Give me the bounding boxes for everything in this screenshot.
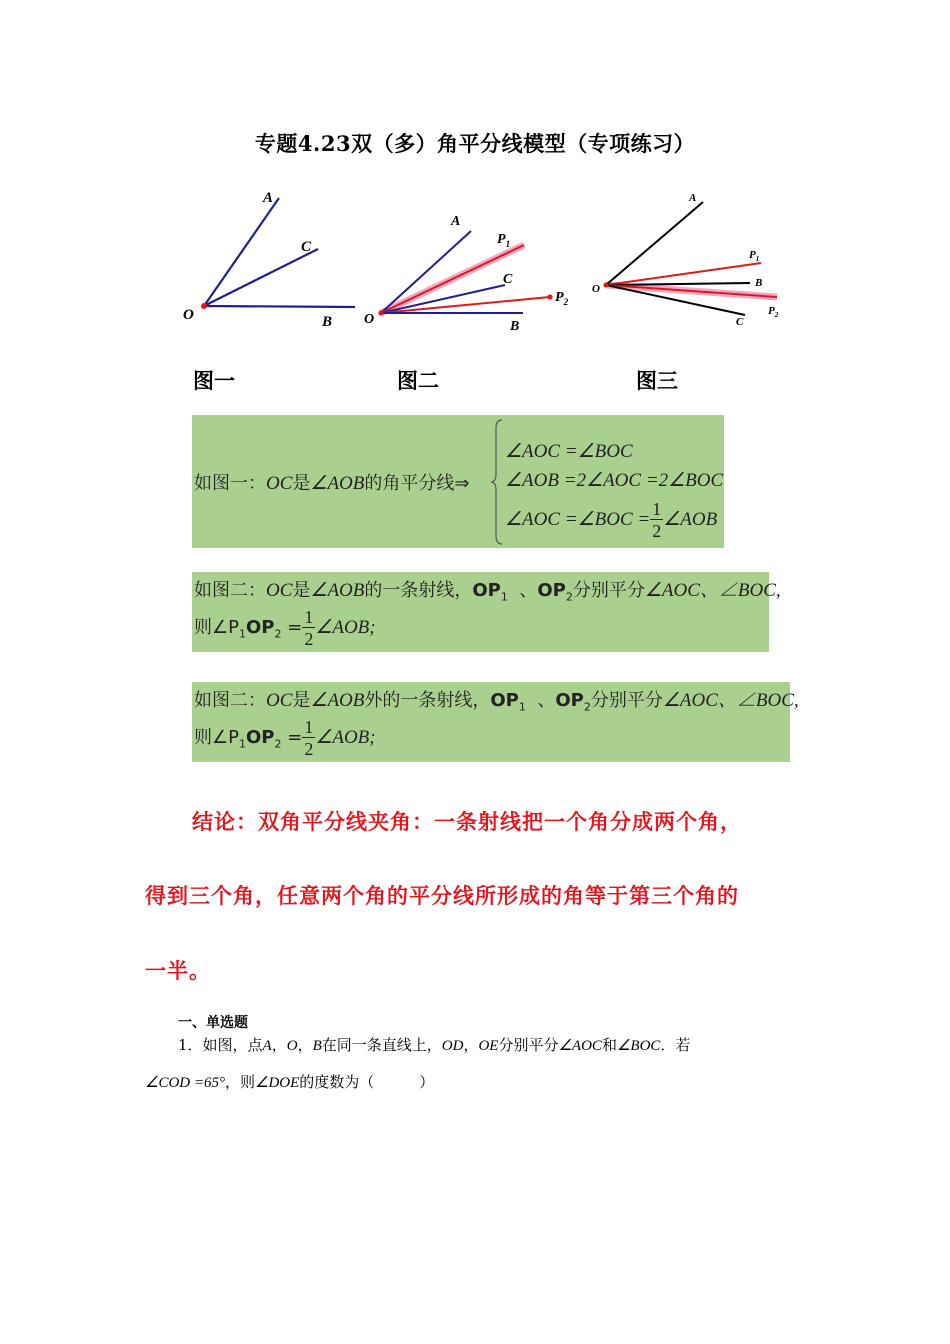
figure-3-caption: 图三 xyxy=(636,368,678,393)
label-p1-sub: 1 xyxy=(505,239,511,249)
box1-statement xyxy=(194,469,469,495)
vertex-o xyxy=(604,283,609,288)
ray-ob xyxy=(204,306,355,307)
ray-oc xyxy=(204,249,318,306)
label-p1: P xyxy=(497,232,506,247)
svg-text:P1 xyxy=(749,249,759,263)
vertex-o xyxy=(378,310,383,315)
box2-line2: 则$\angle P_1OP_2$ = $\frac{1}{2}$ ∠AOB; xyxy=(194,607,376,649)
conclusion-line-3: 一半。 xyxy=(145,959,211,983)
label-p1: P xyxy=(749,249,756,261)
label-p2-sub: 2 xyxy=(774,311,779,319)
label-o: O xyxy=(364,312,375,327)
section-heading: 一、单选题 xyxy=(178,1015,248,1031)
label-a: A xyxy=(689,192,697,204)
svg-text:P2 xyxy=(768,305,779,319)
figure-2 xyxy=(360,205,580,340)
label-b: B xyxy=(510,319,520,334)
page-title: 专题4.23双（多）角平分线模型（专项练习） xyxy=(254,131,696,156)
box3-line2: 则$\angle P_1OP_2$ = $\frac{1}{2}$ ∠AOB; xyxy=(194,717,376,759)
box1-eq3-right: ∠AOB xyxy=(663,509,718,530)
label-p2: P xyxy=(555,290,564,305)
fraction-half: $\frac{1}{2}$ xyxy=(652,499,662,541)
label-o: O xyxy=(592,283,600,295)
point-p2 xyxy=(547,294,552,299)
label-b: B xyxy=(322,314,333,330)
question-1-line-1: 1．如图，点A，O，B在同一条直线上，OD，OE分别平分∠AOC和∠BOC．若 xyxy=(178,1036,691,1054)
label-o: O xyxy=(183,307,194,323)
vertex-o xyxy=(201,303,207,309)
label-p2-sub: 2 xyxy=(563,297,569,307)
box1-eq3-left: ∠AOC =∠BOC = xyxy=(505,509,651,530)
box2-line1: 如图二：OC是∠AOB的一条射线，$OP_1$ 、$OP_2$分别平分∠AOC、∠BOC, xyxy=(194,580,781,604)
box1-lead: 如图一： xyxy=(194,473,266,494)
figure-3 xyxy=(585,185,785,335)
svg-text:P2 xyxy=(555,290,569,307)
label-a: A xyxy=(451,214,461,229)
box1-eq3 xyxy=(505,500,717,540)
box1-oc: OC xyxy=(266,473,293,494)
box1-eq2: ∠AOB =2∠AOC =2∠BOC xyxy=(505,470,724,491)
fraction-half: $\frac{1}{2}$ xyxy=(304,717,314,759)
ray-oa xyxy=(381,231,471,313)
label-c: C xyxy=(301,239,312,255)
ray-oc xyxy=(381,285,505,313)
box1-is: 是 xyxy=(292,473,311,494)
label-c: C xyxy=(503,272,513,287)
ray-oa xyxy=(204,198,279,306)
box3-line1: 如图二：OC是∠AOB外的一条射线，$OP_1$ 、$OP_2$分别平分∠AOC、∠BOC, xyxy=(194,690,799,714)
figure-2-caption: 图二 xyxy=(397,368,439,393)
figure-1-caption: 图一 xyxy=(193,368,235,393)
label-b: B xyxy=(755,277,763,289)
label-p2: P xyxy=(768,305,775,317)
box1-tail: 的角平分线⇒ xyxy=(364,473,470,494)
fraction-half: $\frac{1}{2}$ xyxy=(304,607,314,649)
label-p1-sub: 1 xyxy=(755,255,760,263)
figure-1 xyxy=(175,185,375,335)
label-c: C xyxy=(736,316,744,328)
box1-angle-aob: ∠AOB xyxy=(310,473,365,494)
svg-text:P1 xyxy=(497,232,510,249)
question-1-line-2: ∠COD =65°，则∠DOE的度数为（ ） xyxy=(145,1073,435,1091)
conclusion-line-1: 结论：双角平分线夹角：一条射线把一个角分成两个角， xyxy=(192,810,742,834)
conclusion-line-2: 得到三个角，任意两个角的平分线所形成的角等于第三个角的 xyxy=(145,884,739,908)
left-brace xyxy=(490,418,504,546)
label-a: A xyxy=(263,190,274,206)
box1-eq1: ∠AOC =∠BOC xyxy=(505,441,633,462)
